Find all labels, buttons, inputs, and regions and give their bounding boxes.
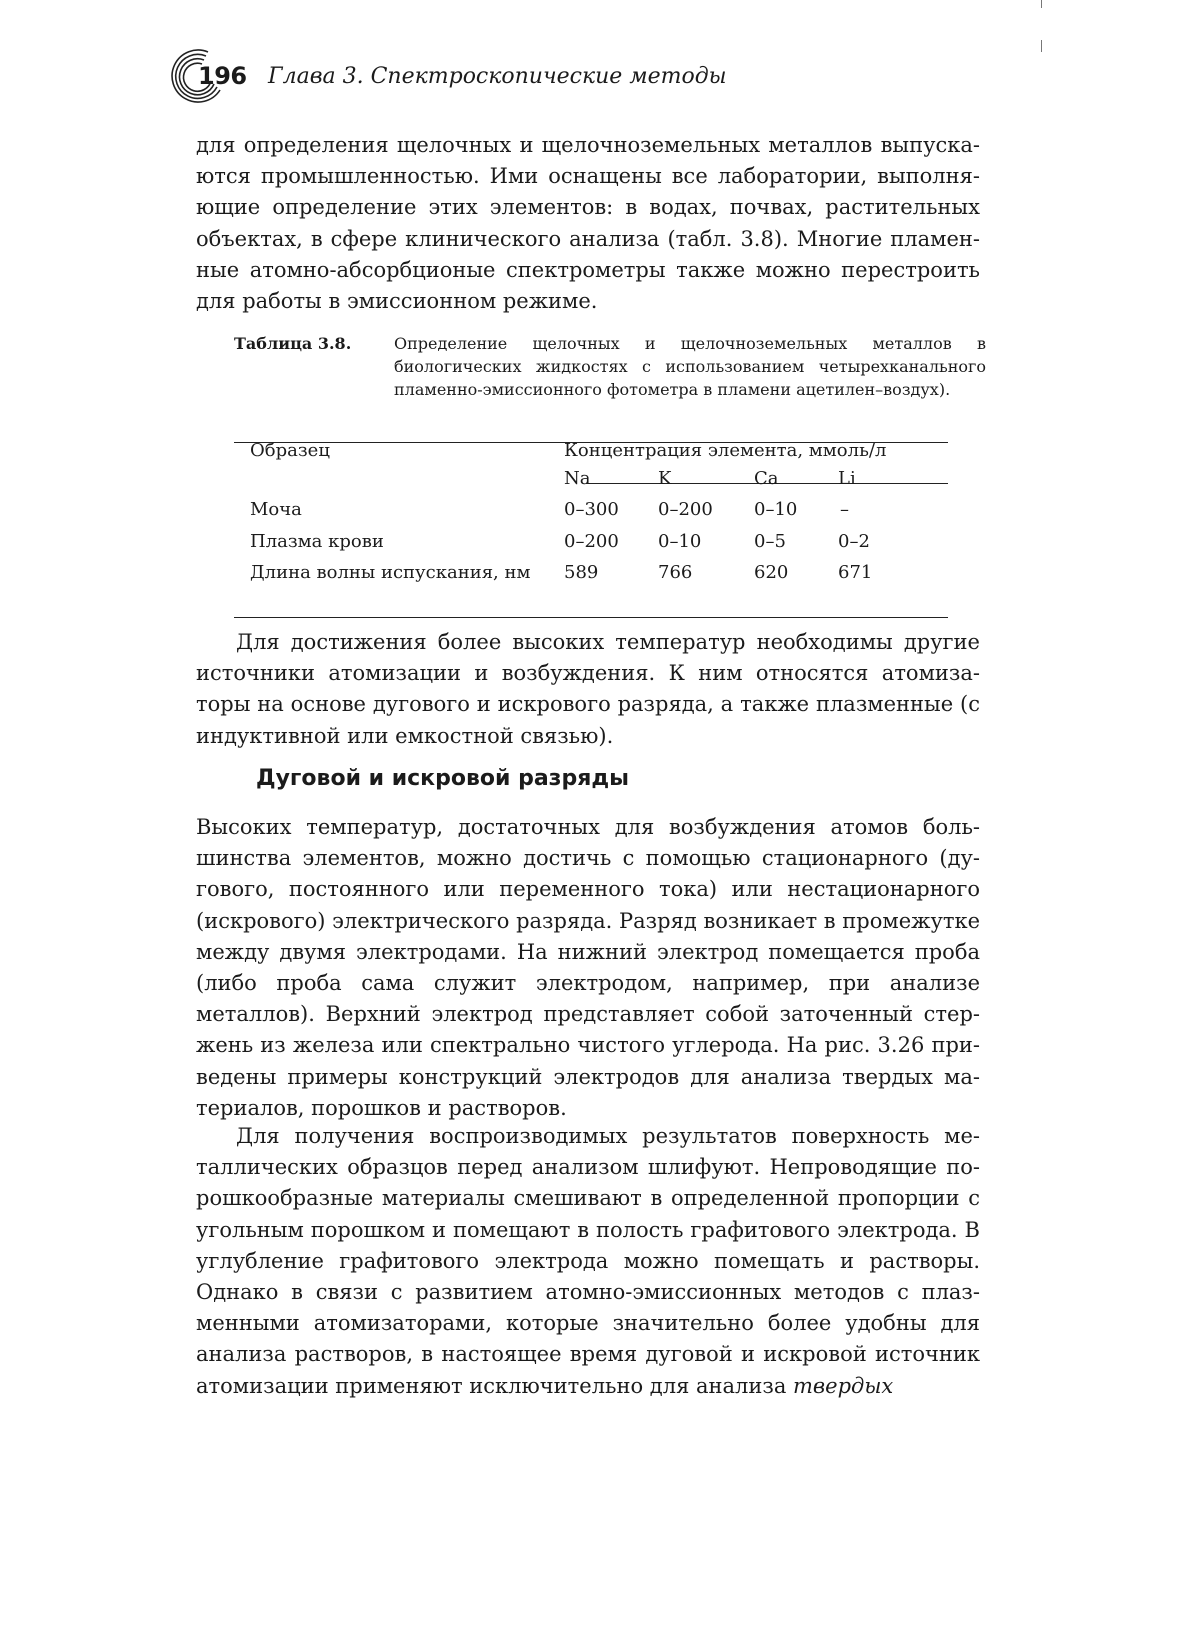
cell-value: –: [840, 499, 849, 520]
cell-value: 0–10: [658, 531, 702, 552]
cell-value: 0–200: [658, 499, 713, 520]
paragraph-1: для определения щелочных и щелочноземельных металлов выпускаются промышленностью. Ими оснащены все лаборатории, выполняющие определение этих элементов: в водах, почвах, растительных объектах, в сфере клинического анализа (табл. 3.8). Многие пламенные атомно-абсорбционые спектрометры также можно перестроить для работы в эмиссионном режиме.: [196, 133, 980, 314]
row-label: Плазма крови: [250, 531, 384, 552]
cell-value: 0–2: [838, 531, 870, 552]
paragraph-4-italic-word: твердых: [793, 1373, 894, 1398]
cell-value: 620: [754, 562, 789, 583]
cell-value: 671: [838, 562, 873, 583]
table-caption-text: Определение щелочных и щелочноземельных металлов в биологических жидкостях с использованием четырехканального пламенно-эмиссионного фотометра в пламени ацетилен–воздух).: [394, 334, 986, 399]
row-label: Длина волны испускания, нм: [250, 562, 531, 583]
cell-value: 0–10: [754, 499, 798, 520]
cell-value: 589: [564, 562, 599, 583]
header-concentration: Концентрация элемента, ммоль/л: [564, 440, 887, 461]
paragraph-4: [196, 1121, 980, 1402]
cell-value: 0–200: [564, 531, 619, 552]
cell-value: 0–5: [754, 531, 786, 552]
paragraph-4-text: Для получения воспроизводимых результатов поверхность металлических образцов перед анализом шлифуют. Непроводящие порошкообразные материалы смешивают в определенной пропорции с угольным порошком и помещают в полость графитового электрода. В углубление графитового электрода можно помещать и растворы. Однако в связи с развитием атомно-эмиссионных методов с плазменными атомизаторами, которые значительно более удобны для анализа растворов, в настоящее время дуговой и искровой источник атомизации применяют исключительно для анализа: [196, 1124, 980, 1398]
element-ca: Ca: [754, 468, 779, 489]
element-k: K: [658, 468, 672, 489]
section-heading: Дуговой и искровой разряды: [256, 766, 630, 791]
element-na: Na: [564, 468, 591, 489]
page-number: 196: [198, 62, 247, 90]
running-title: Глава 3. Спектроскопические методы: [268, 64, 727, 89]
page-header: [168, 44, 928, 104]
row-label: Моча: [250, 499, 302, 520]
scan-edge-mark: [1041, 40, 1042, 52]
cell-value: 0–300: [564, 499, 619, 520]
element-li: Li: [838, 468, 856, 489]
table-bottom-rule: [234, 617, 948, 618]
table-caption-label: Таблица 3.8.: [234, 334, 352, 353]
paragraph-3: Высоких температур, достаточных для возбуждения атомов большинства элементов, можно достичь с помощью стационарного (дугового, постоянного или переменного тока) или нестационарного (искрового) электрического разряда. Разряд возникает в промежутке между двумя электродами. На нижний электрод помещается проба (либо проба сама служит электродом, например, при анализе металлов). Верхний электрод представляет собой заточенный стержень из железа или спектрально чистого углерода. На рис. 3.26 приведены примеры конструкций электродов для анализа твердых материалов, порошков и растворов.: [196, 815, 980, 1120]
paragraph-2: Для достижения более высоких температур необходимы другие источники атомизации и возбуждения. К ним относятся атомизаторы на основе дугового и искрового разряда, а также плазменные (с индуктивной или емкостной связью).: [196, 630, 980, 748]
scan-edge-mark: [1041, 0, 1042, 8]
cell-value: 766: [658, 562, 693, 583]
header-sample: Образец: [250, 440, 330, 461]
